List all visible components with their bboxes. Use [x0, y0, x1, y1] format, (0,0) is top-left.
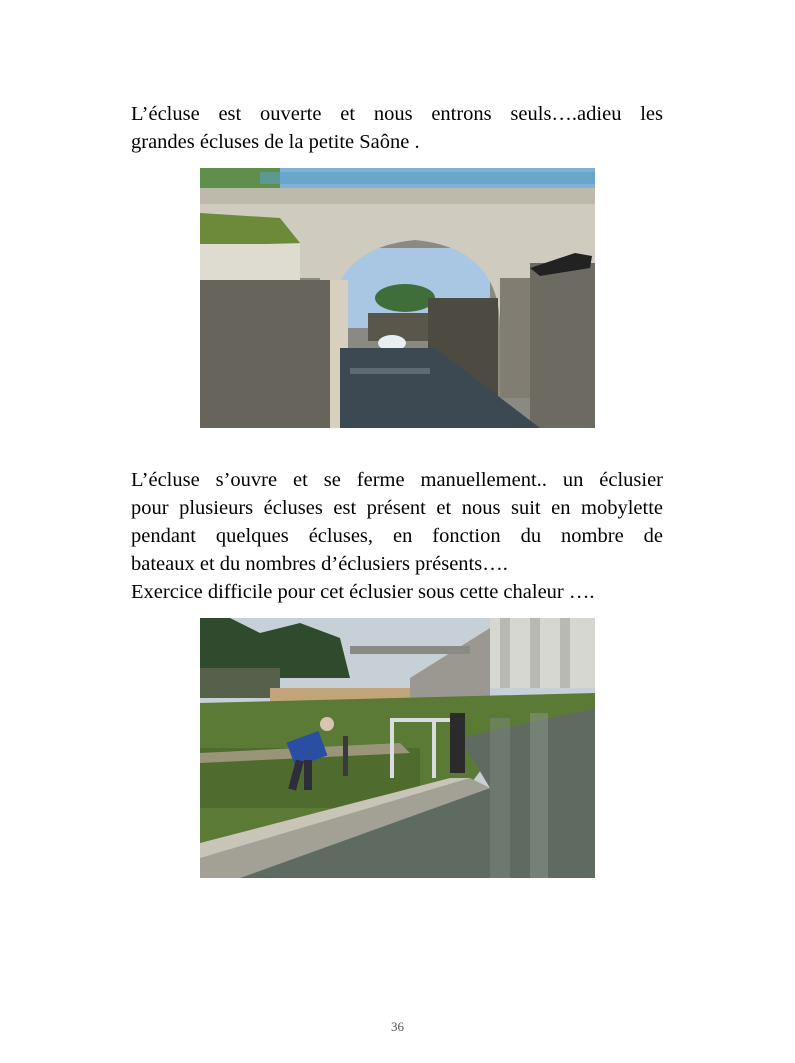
paragraph-lock-open [131, 100, 663, 156]
lock-keeper-image [200, 618, 595, 878]
page-number: 36 [391, 1019, 404, 1034]
text-line: bateaux et du nombres d’éclusiers présents…. [131, 553, 508, 575]
text-line: L’écluse est ouverte et nous entrons seuls….adieu les [131, 103, 663, 125]
text-line: grandes écluses de la petite Saône . [131, 131, 420, 153]
text-line: Exercice difficile pour cet éclusier sous cette chaleur …. [131, 581, 595, 603]
text-line: L’écluse s’ouvre et se ferme manuellement.. un éclusier [131, 469, 663, 491]
photo-lock-bridge [200, 168, 595, 428]
text-line: pendant quelques écluses, en fonction du nombre de [131, 525, 663, 547]
text-line: pour plusieurs écluses est présent et nous suit en mobylette [131, 497, 663, 519]
lock-bridge-image [200, 168, 595, 428]
photo-lock-keeper [200, 618, 595, 878]
paragraph-manual-lock [131, 466, 663, 606]
